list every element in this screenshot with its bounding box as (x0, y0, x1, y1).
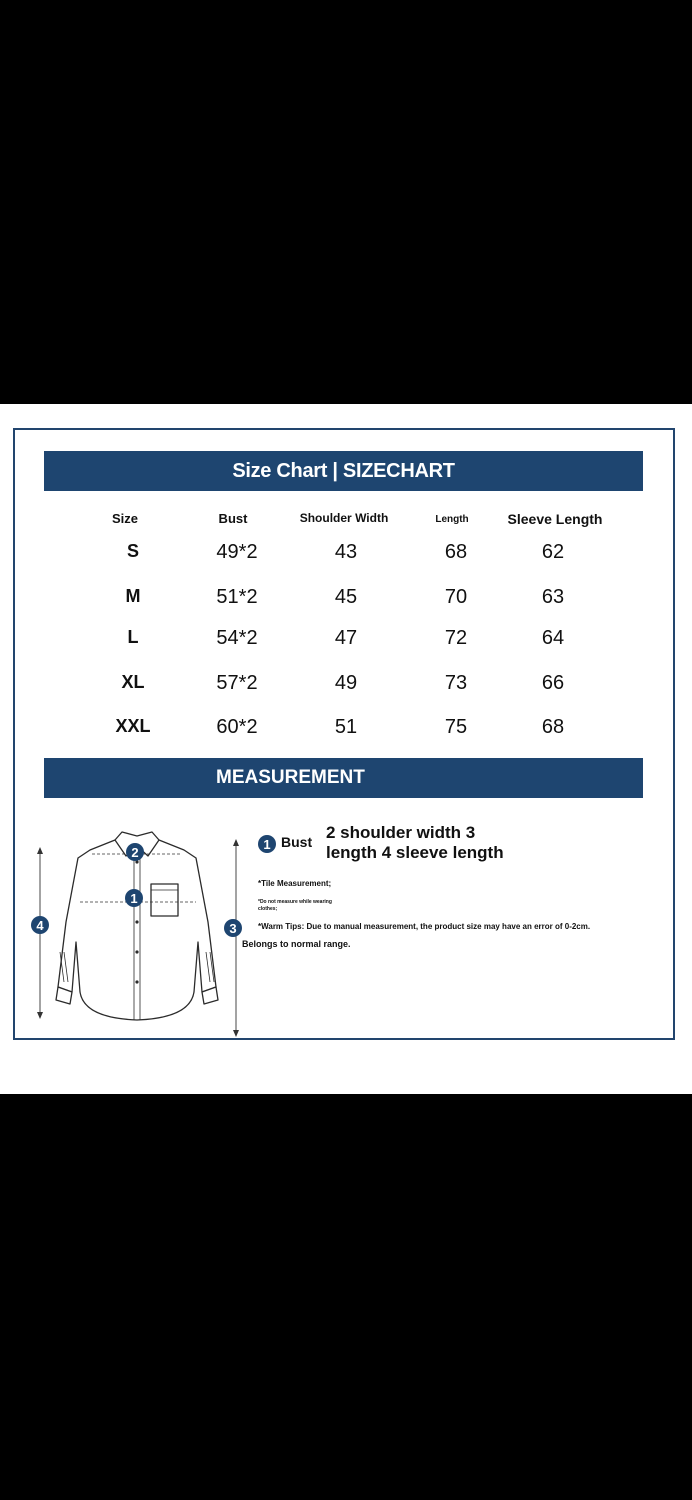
legend-bust: Bust (281, 834, 313, 850)
size-chart-title: Size Chart | SIZECHART (44, 451, 643, 491)
size-value: 47 (334, 627, 358, 649)
size-label: M (125, 586, 141, 606)
size-value: 43 (334, 541, 358, 563)
size-value: 45 (334, 586, 358, 608)
size-value: 54*2 (216, 627, 258, 649)
size-value: 66 (541, 672, 565, 694)
note-normal-range: Belongs to normal range. (242, 939, 351, 949)
legend-line-1: 2 shoulder width 3 (326, 823, 476, 842)
size-value: 73 (444, 672, 468, 694)
size-value: 60*2 (216, 716, 258, 738)
column-header-size: Size (111, 511, 139, 526)
column-header-sleeve: Sleeve Length (507, 511, 603, 527)
size-value: 68 (541, 716, 565, 738)
size-value: 63 (541, 586, 565, 608)
size-value: 72 (444, 627, 468, 649)
measurement-title: MEASUREMENT (44, 758, 643, 798)
note-donot: *Do not measure while wearing (258, 899, 332, 905)
size-value: 68 (444, 541, 468, 563)
note-tile: *Tile Measurement; (258, 879, 332, 888)
size-value: 62 (541, 541, 565, 563)
size-label: S (126, 541, 140, 561)
marker-3: 3 (224, 919, 242, 937)
legend-line-2: length 4 sleeve length (326, 843, 504, 862)
size-label: XL (121, 672, 145, 692)
note-donot-2: clothes; (258, 906, 278, 912)
column-header-bust: Bust (218, 511, 248, 526)
size-value: 51 (334, 716, 358, 738)
column-header-length: Length (435, 514, 469, 525)
legend-marker-1: 1 (258, 835, 276, 853)
size-value: 70 (444, 586, 468, 608)
marker-1: 1 (125, 889, 143, 907)
size-value: 75 (444, 716, 468, 738)
size-value: 64 (541, 627, 565, 649)
size-label: L (127, 627, 139, 647)
size-value: 57*2 (216, 672, 258, 694)
marker-2: 2 (126, 843, 144, 861)
size-value: 49*2 (216, 541, 258, 563)
column-header-shoulder: Shoulder Width (299, 511, 389, 525)
note-warm-tips: *Warm Tips: Due to manual measurement, the product size may have an error of 0-2cm. (258, 922, 591, 931)
marker-4: 4 (31, 916, 49, 934)
size-label: XXL (115, 716, 151, 736)
size-value: 51*2 (216, 586, 258, 608)
size-chart-panel (0, 404, 692, 1094)
size-value: 49 (334, 672, 358, 694)
